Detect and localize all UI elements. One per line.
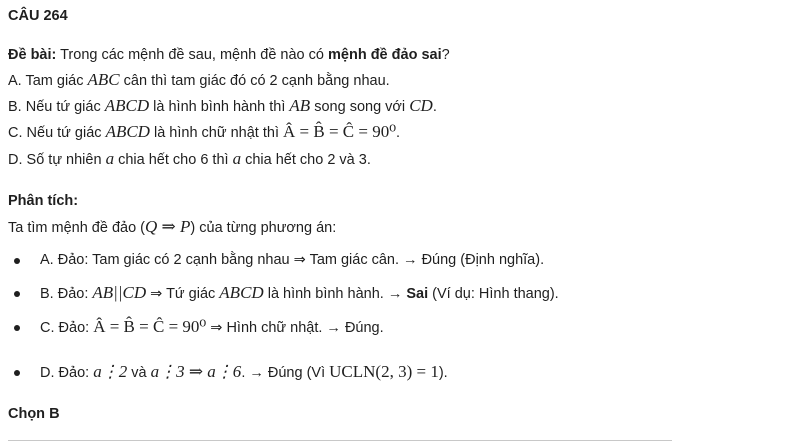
analysis-item-b-math-1: AB||CD: [92, 283, 147, 302]
analysis-intro-text-1: Ta tìm mệnh đề đảo (: [8, 220, 146, 236]
option-d-math-1: a: [105, 149, 115, 168]
option-d-text-3: chia hết cho 2 và 3.: [241, 152, 371, 168]
option-b-math-2: AB: [289, 96, 311, 115]
option-b-text-4: .: [432, 99, 437, 115]
question-heading: CÂU 264: [8, 8, 68, 24]
prompt-end: ?: [441, 47, 450, 63]
analysis-item-c: [40, 318, 384, 337]
option-c-text-2: là hình chữ nhật thì: [149, 125, 283, 141]
option-a: [8, 71, 390, 90]
option-c-math-1: ABCD: [105, 122, 150, 141]
analysis-intro-math: Q ⇒ P: [145, 217, 191, 236]
option-c-text-1: C. Nếu tứ giác: [8, 125, 106, 141]
analysis-item-d-text-2: và: [127, 365, 151, 381]
option-b-math-1: ABCD: [104, 96, 150, 115]
prompt-emphasis: mệnh đề đảo sai: [328, 47, 442, 63]
analysis-item-d-text-3: . → Đúng (Vì: [241, 365, 330, 381]
option-a-prefix: A. Tam giác: [8, 73, 88, 89]
analysis-item-d-math-3: UCLN(2, 3) = 1: [329, 362, 439, 381]
option-c-equation: Â = B̂ = Ĉ = 90⁰: [283, 122, 397, 141]
analysis-item-d-math-2: a⋮3 ⇒ a⋮6: [150, 362, 242, 381]
analysis-item-b-text-1: B. Đảo:: [40, 286, 93, 302]
option-b-text-2: là hình bình hành thì: [149, 99, 290, 115]
prompt-text: Trong các mệnh đề sau, mệnh đề nào có: [56, 47, 328, 63]
bullet-dot: [14, 325, 20, 331]
option-b: [8, 97, 437, 116]
analysis-item-a-text: A. Đảo: Tam giác có 2 cạnh bằng nhau ⇒ Tam giác cân. → Đúng (Định nghĩa).: [40, 252, 545, 268]
analysis-title: Phân tích:: [8, 193, 79, 209]
answer-choice: Chọn B: [8, 406, 60, 422]
analysis-item-b: [40, 284, 559, 303]
analysis-item-d-text-4: ).: [438, 365, 448, 381]
analysis-item-b-math-2: ABCD: [219, 283, 264, 302]
analysis-item-c-text-2: ⇒ Hình chữ nhật. → Đúng.: [206, 320, 384, 336]
analysis-item-a: [40, 251, 544, 269]
analysis-item-b-text-3: là hình bình hành. →: [263, 286, 407, 302]
bullet-dot: [14, 370, 20, 376]
option-d-math-2: a: [232, 149, 242, 168]
option-b-text-3: song song với: [310, 99, 410, 115]
bullet-dot: [14, 291, 20, 297]
problem-statement: [8, 46, 450, 64]
analysis-item-b-verdict: Sai: [406, 286, 429, 302]
option-c-text-3: .: [396, 125, 401, 141]
divider: [8, 440, 672, 441]
analysis-item-d-text-1: D. Đảo:: [40, 365, 94, 381]
option-d: [8, 150, 371, 169]
option-d-text-2: chia hết cho 6 thì: [114, 152, 233, 168]
analysis-intro-text-2: ) của từng phương án:: [190, 220, 337, 236]
prompt-label: Đề bài:: [8, 47, 57, 63]
option-b-text-1: B. Nếu tứ giác: [8, 99, 105, 115]
option-c: [8, 123, 400, 142]
analysis-item-d: [40, 363, 448, 382]
option-a-math: ABC: [87, 70, 120, 89]
option-d-text-1: D. Số tự nhiên: [8, 152, 106, 168]
analysis-item-b-text-2: ⇒ Tứ giác: [146, 286, 220, 302]
analysis-item-d-math-1: a⋮2: [93, 362, 128, 381]
option-a-suffix: cân thì tam giác đó có 2 cạnh bằng nhau.: [119, 73, 390, 89]
option-b-math-3: CD: [409, 96, 433, 115]
analysis-intro: [8, 218, 336, 237]
analysis-item-b-text-4: (Ví dụ: Hình thang).: [428, 286, 559, 302]
analysis-item-c-equation: Â = B̂ = Ĉ = 90⁰: [93, 317, 207, 336]
analysis-item-c-text-1: C. Đảo:: [40, 320, 94, 336]
bullet-dot: [14, 258, 20, 264]
